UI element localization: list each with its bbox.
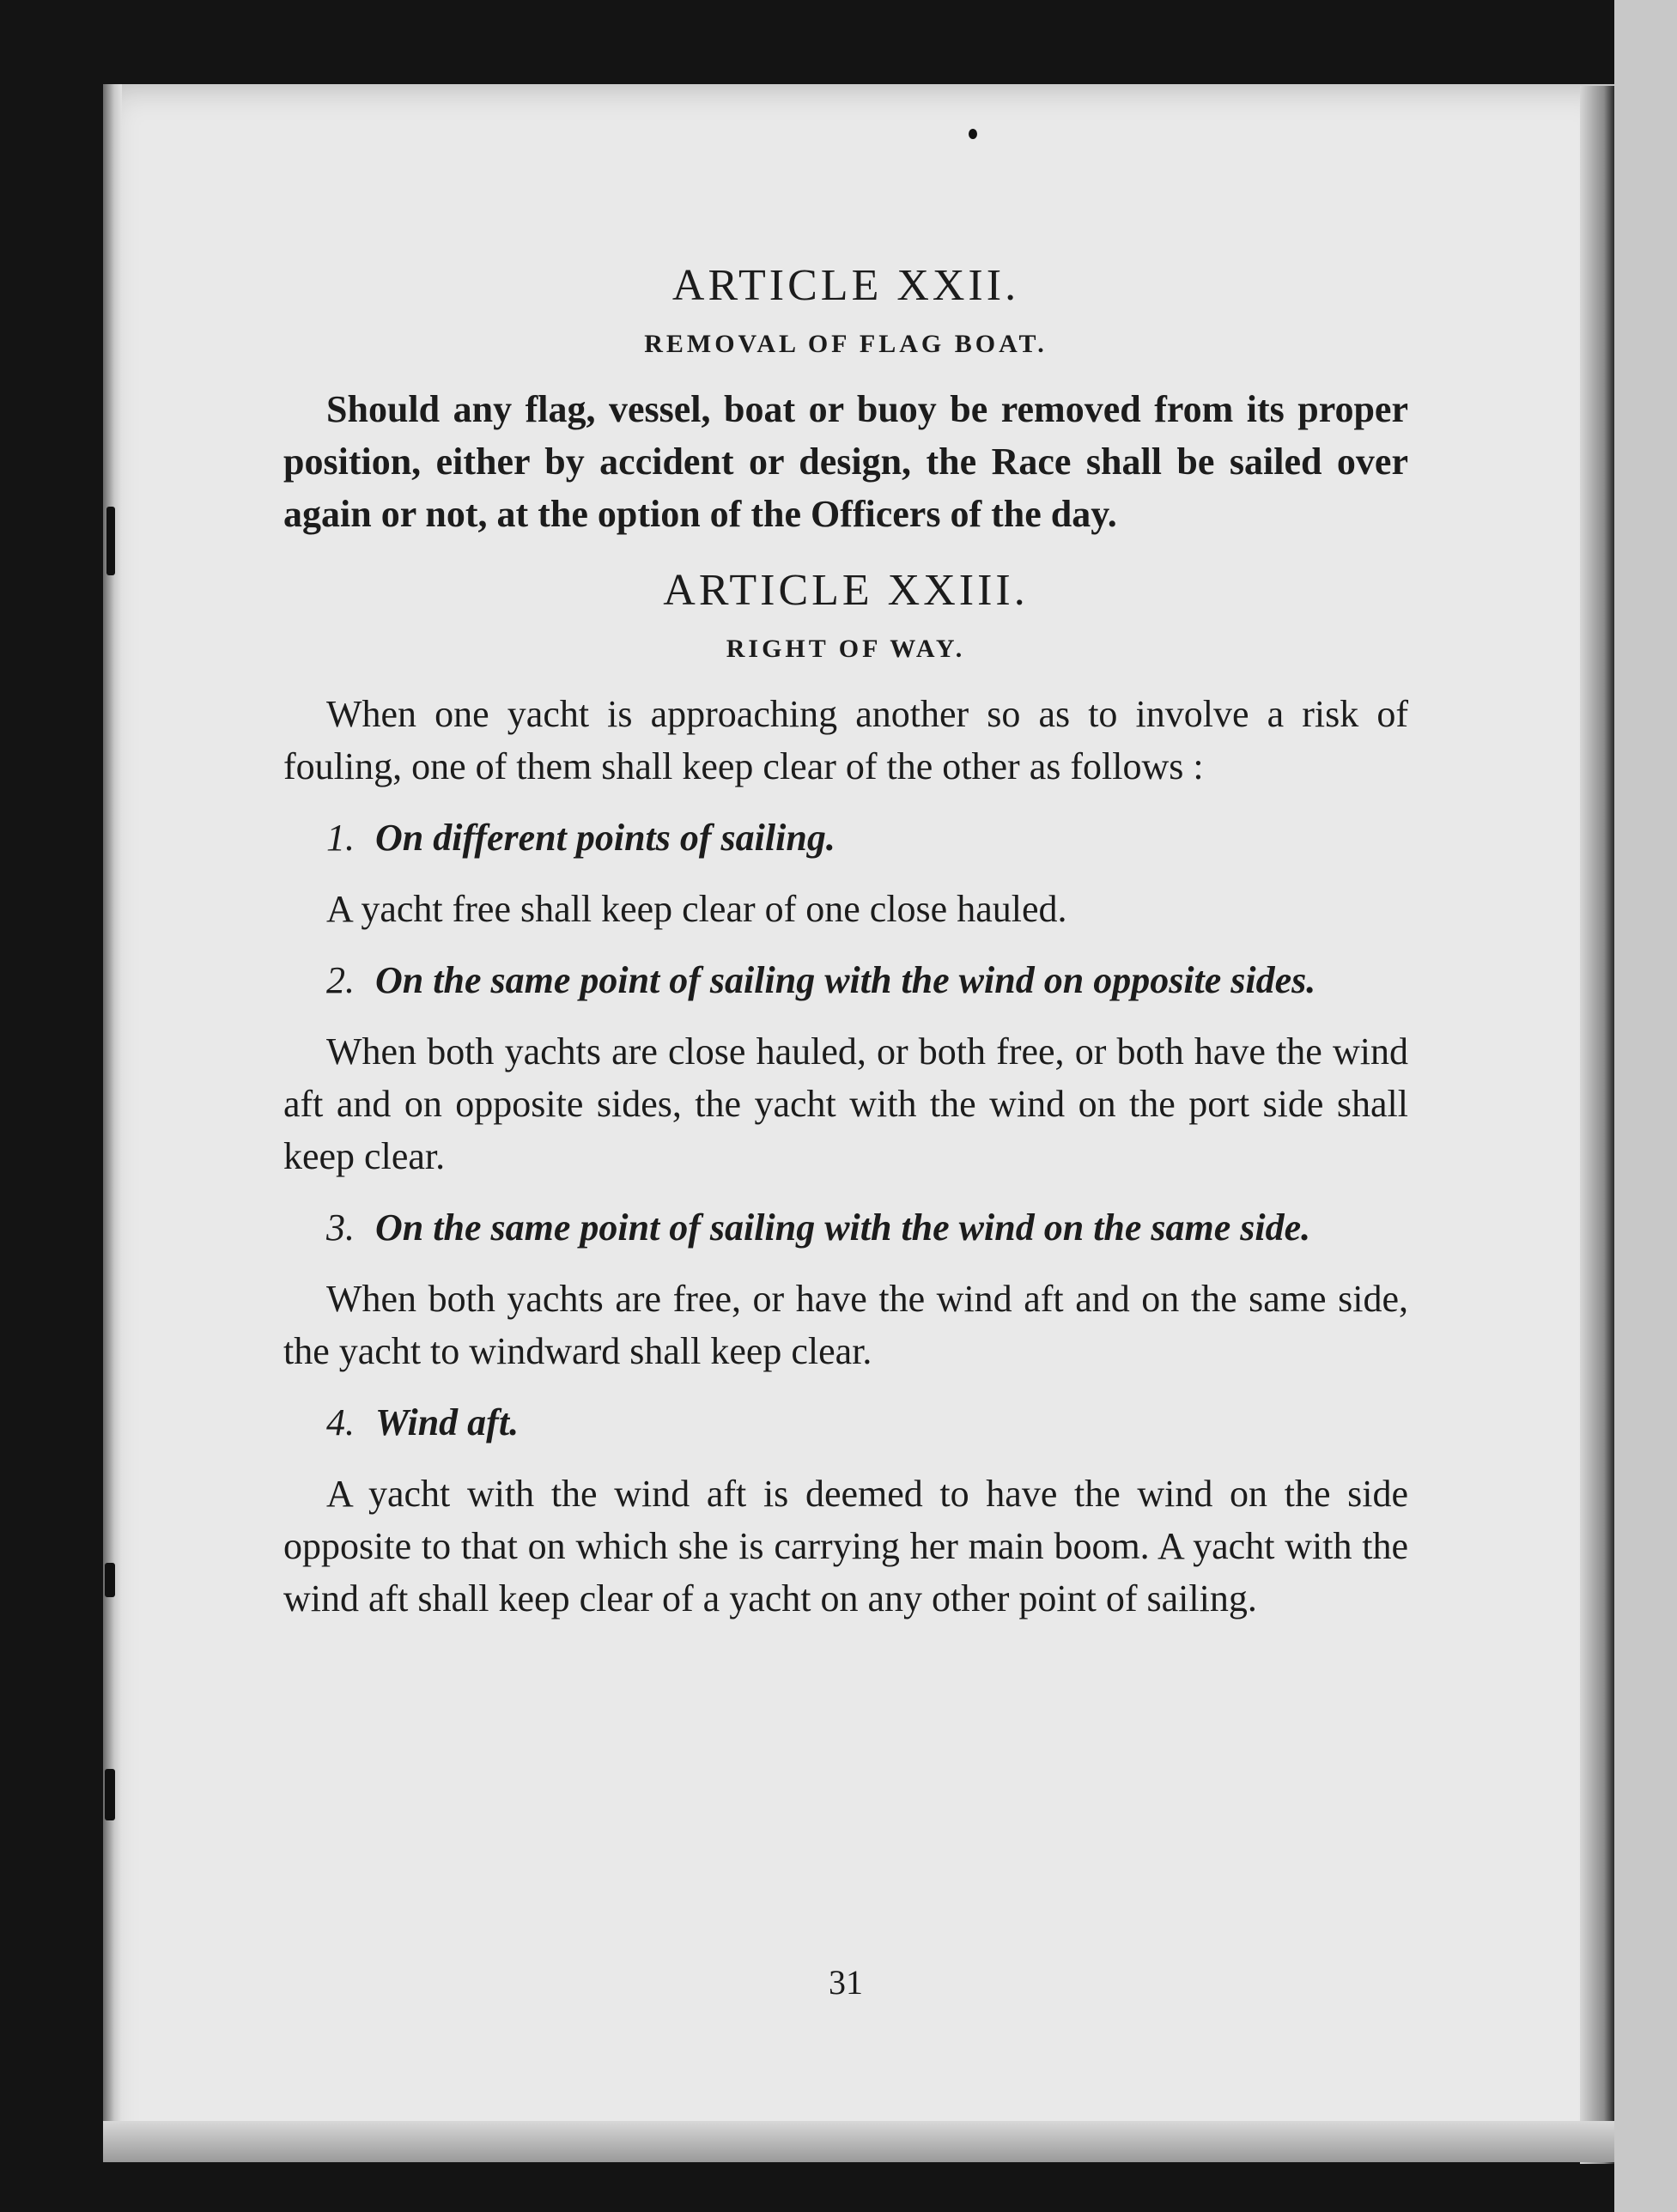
rule-number: 3. bbox=[326, 1206, 355, 1249]
scan-background-right bbox=[1614, 0, 1677, 2212]
rule-heading-text: On different points of sailing. bbox=[375, 817, 835, 859]
book-binding bbox=[103, 84, 122, 2162]
binding-mark bbox=[105, 1769, 115, 1820]
article-22-subtitle: REMOVAL OF FLAG BOAT. bbox=[644, 330, 1048, 358]
rule-3-heading bbox=[283, 1201, 1408, 1254]
page-number: 31 bbox=[829, 1963, 863, 2002]
rule-2-heading bbox=[283, 954, 1408, 1006]
article-22-title: ARTICLE XXII. bbox=[671, 261, 1020, 310]
rule-heading-text: On the same point of sailing with the wind on opposite sides. bbox=[375, 959, 1316, 1001]
page-content bbox=[283, 258, 1408, 2002]
rule-2-text: When both yachts are close hauled, or both free, or both have the wind aft and on opposite sides, the yacht with the wind on the port side shall keep clear. bbox=[283, 1030, 1408, 1177]
rule-number: 2. bbox=[326, 959, 355, 1001]
article-23-subtitle: RIGHT OF WAY. bbox=[726, 635, 966, 663]
rule-number: 1. bbox=[326, 817, 355, 859]
rule-heading-text: Wind aft. bbox=[375, 1401, 520, 1443]
binding-mark bbox=[106, 507, 115, 575]
page-edge-right bbox=[1580, 86, 1614, 2164]
page-edge-bottom bbox=[103, 2121, 1614, 2162]
rule-number: 4. bbox=[326, 1401, 355, 1443]
rule-1-heading bbox=[283, 811, 1408, 864]
article-23-title: ARTICLE XXIII. bbox=[663, 566, 1029, 615]
article-22-text: Should any flag, vessel, boat or buoy be removed from its proper position, either by accident or design, the Race shall be sailed over again or not, at the option of the Officers of the day. bbox=[283, 388, 1408, 535]
rule-3-text: When both yachts are free, or have the wind aft and on the same side, the yacht to windward shall keep clear. bbox=[283, 1278, 1408, 1372]
rule-1-text: A yacht free shall keep clear of one close hauled. bbox=[326, 888, 1067, 930]
article-23-intro: When one yacht is approaching another so as to involve a risk of fouling, one of them shall keep clear of the other as follows : bbox=[283, 693, 1408, 787]
rule-4-heading bbox=[283, 1396, 1408, 1449]
binding-mark bbox=[105, 1563, 115, 1597]
printed-dot bbox=[969, 129, 977, 139]
rule-heading-text: On the same point of sailing with the wind on the same side. bbox=[375, 1206, 1311, 1249]
rule-4-text: A yacht with the wind aft is deemed to have the wind on the side opposite to that on which she is carrying her main boom. A yacht with the wind aft shall keep clear of a yacht on any other point of sailing. bbox=[283, 1473, 1408, 1620]
